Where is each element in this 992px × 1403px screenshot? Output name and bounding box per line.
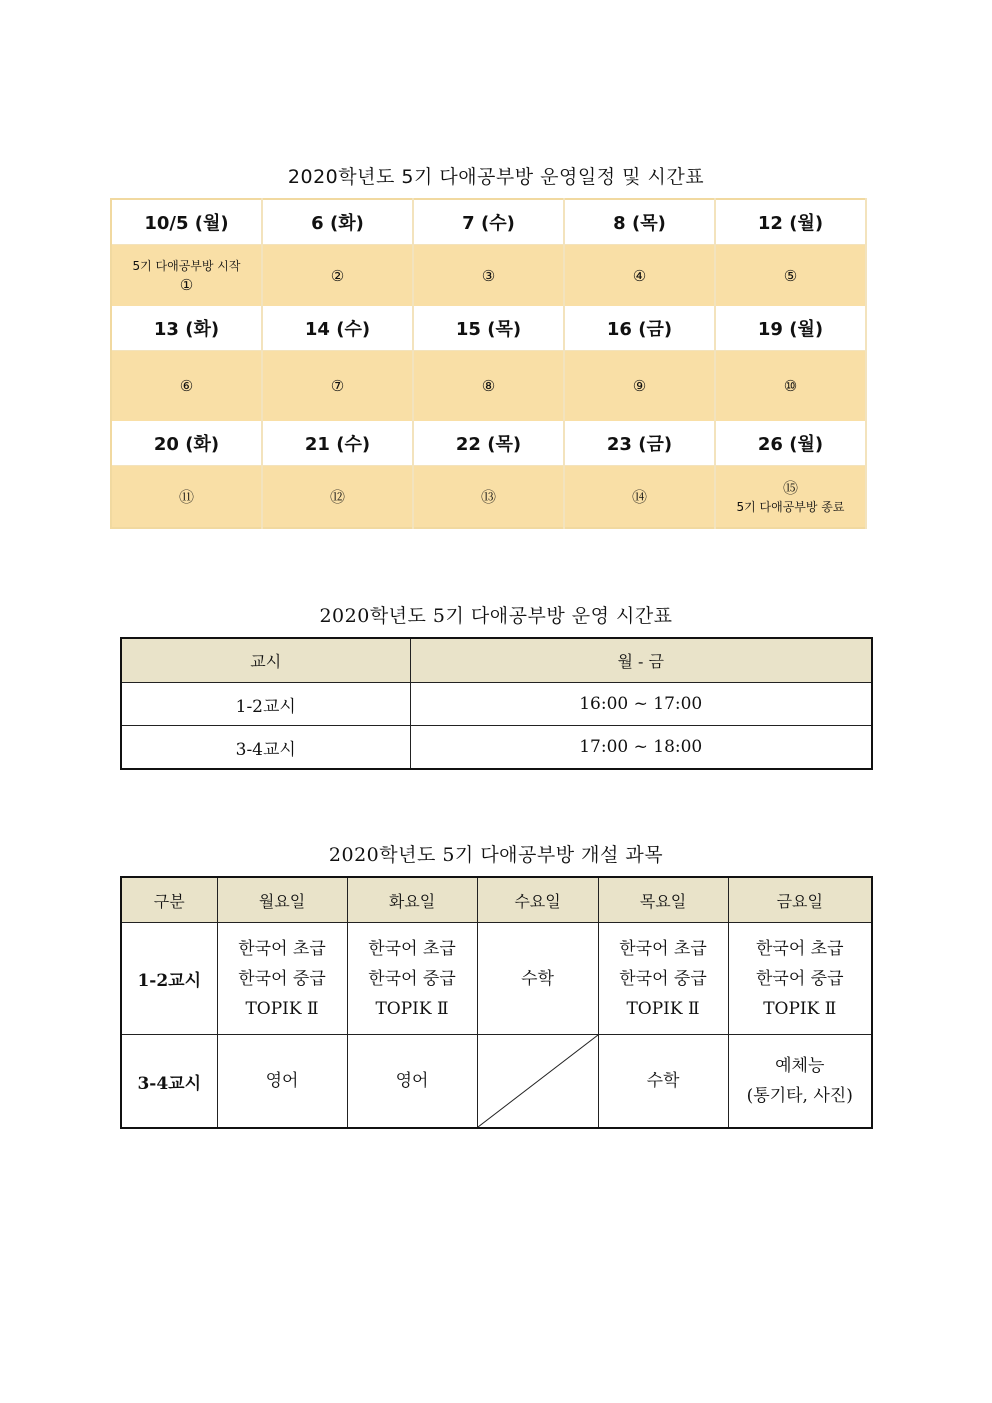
- session-number: ③: [481, 266, 496, 285]
- subject-text: TOPIK Ⅱ: [375, 998, 449, 1019]
- calendar-session-row: [111, 351, 866, 422]
- session-number: ⑩: [783, 377, 798, 395]
- subject-text: 한국어 초급: [368, 938, 456, 959]
- header-weekdays: 월 - 금: [410, 638, 872, 683]
- timetable-header-row: [121, 638, 872, 683]
- friday-cell: [728, 923, 872, 1035]
- header-wednesday: 수요일: [477, 877, 598, 923]
- thursday-cell: [598, 1035, 728, 1129]
- calendar-date: 15 (목): [413, 306, 564, 351]
- calendar-session-cell: [715, 466, 866, 529]
- calendar-date: 13 (화): [111, 306, 262, 351]
- session-number: ①: [179, 275, 194, 294]
- calendar-date: 10/5 (월): [111, 199, 262, 245]
- timetable-title: 2020학년도 5기 다애공부방 운영 시간표: [319, 605, 673, 627]
- period-cell: 3-4교시: [121, 726, 410, 770]
- calendar-date: 19 (월): [715, 306, 866, 351]
- header-category: 구분: [121, 877, 217, 923]
- empty-slash-cell: [477, 1035, 598, 1129]
- subject-text: 영어: [265, 1071, 299, 1091]
- tuesday-cell: [347, 1035, 477, 1129]
- calendar-date: 21 (수): [262, 421, 413, 466]
- wednesday-cell: [477, 923, 598, 1035]
- subject-text: 한국어 중급: [368, 968, 456, 989]
- period-cell: 1-2교시: [121, 683, 410, 726]
- calendar-date: 12 (월): [715, 199, 866, 245]
- calendar-session-cell: [262, 351, 413, 422]
- calendar-date: 16 (금): [564, 306, 715, 351]
- subjects-header-row: [121, 877, 872, 923]
- subject-text: 한국어 중급: [238, 968, 326, 989]
- header-tuesday: 화요일: [347, 877, 477, 923]
- subject-text: TOPIK Ⅱ: [245, 998, 319, 1019]
- subject-text: (통기타, 사진): [746, 1086, 853, 1106]
- calendar-date: 6 (화): [262, 199, 413, 245]
- operation-timetable: [120, 637, 873, 770]
- schedule-calendar: [110, 198, 867, 529]
- calendar-date-row: [111, 421, 866, 466]
- calendar-session-cell: [564, 466, 715, 529]
- calendar-session-cell: [111, 245, 262, 307]
- subject-text: 수학: [646, 1071, 680, 1091]
- session-number: ②: [330, 266, 345, 285]
- header-monday: 월요일: [217, 877, 347, 923]
- calendar-date: 23 (금): [564, 421, 715, 466]
- row-label: 1-2교시: [121, 923, 217, 1035]
- calendar-session-cell: [413, 351, 564, 422]
- calendar-session-cell: [413, 466, 564, 529]
- calendar-session-cell: [262, 466, 413, 529]
- calendar-session-cell: [262, 245, 413, 307]
- calendar-date-row: [111, 199, 866, 245]
- calendar-session-cell: [564, 351, 715, 422]
- session-number: ⑧: [481, 377, 496, 395]
- calendar-session-cell: [413, 245, 564, 307]
- calendar-session-row: [111, 245, 866, 307]
- calendar-date: 20 (화): [111, 421, 262, 466]
- calendar-title: 2020학년도 5기 다애공부방 운영일정 및 시간표: [287, 166, 705, 188]
- session-number: ⑥: [179, 377, 194, 395]
- table-row: [121, 683, 872, 726]
- diagonal-line-icon: [478, 1035, 598, 1127]
- session-note: 5기 다애공부방 종료: [736, 499, 845, 514]
- header-thursday: 목요일: [598, 877, 728, 923]
- subject-text: 예체능: [775, 1056, 825, 1076]
- subject-text: 수학: [521, 968, 554, 989]
- monday-cell: [217, 923, 347, 1035]
- session-number: ⑪: [178, 487, 194, 506]
- time-cell: 16:00 ~ 17:00: [410, 683, 872, 726]
- session-number: ⑤: [783, 266, 798, 285]
- subject-text: 한국어 중급: [755, 968, 844, 989]
- calendar-date: 22 (목): [413, 421, 564, 466]
- subjects-table: [120, 876, 873, 1129]
- subject-text: TOPIK Ⅱ: [763, 998, 837, 1019]
- calendar-date: 8 (목): [564, 199, 715, 245]
- calendar-session-cell: [111, 351, 262, 422]
- session-number: ④: [632, 266, 647, 285]
- subjects-title: 2020학년도 5기 다애공부방 개설 과목: [328, 844, 664, 866]
- session-number: ⑫: [329, 487, 345, 506]
- calendar-session-row: [111, 466, 866, 529]
- calendar-date: 7 (수): [413, 199, 564, 245]
- session-note: 5기 다애공부방 시작: [132, 258, 241, 273]
- friday-cell: [728, 1035, 872, 1129]
- header-period: 교시: [121, 638, 410, 683]
- calendar-session-cell: [715, 351, 866, 422]
- calendar-date-row: [111, 306, 866, 351]
- calendar-date: 26 (월): [715, 421, 866, 466]
- session-number: ⑨: [632, 377, 647, 395]
- row-label: 3-4교시: [121, 1035, 217, 1129]
- table-row: [121, 923, 872, 1035]
- session-number: ⑭: [631, 487, 647, 506]
- subject-text: 한국어 중급: [619, 968, 707, 989]
- subject-text: 한국어 초급: [238, 938, 326, 959]
- session-number: ⑬: [480, 487, 496, 506]
- time-cell: 17:00 ~ 18:00: [410, 726, 872, 770]
- subject-text: TOPIK Ⅱ: [626, 998, 700, 1019]
- thursday-cell: [598, 923, 728, 1035]
- header-friday: 금요일: [728, 877, 872, 923]
- calendar-date: 14 (수): [262, 306, 413, 351]
- subject-text: 한국어 초급: [619, 938, 707, 959]
- calendar-session-cell: [715, 245, 866, 307]
- session-number: ⑦: [330, 377, 345, 395]
- table-row: [121, 1035, 872, 1129]
- subject-text: 한국어 초급: [755, 938, 844, 959]
- table-row: [121, 726, 872, 770]
- session-number: ⑮: [782, 478, 798, 497]
- calendar-session-cell: [111, 466, 262, 529]
- calendar-session-cell: [564, 245, 715, 307]
- tuesday-cell: [347, 923, 477, 1035]
- subject-text: 영어: [395, 1071, 429, 1091]
- monday-cell: [217, 1035, 347, 1129]
